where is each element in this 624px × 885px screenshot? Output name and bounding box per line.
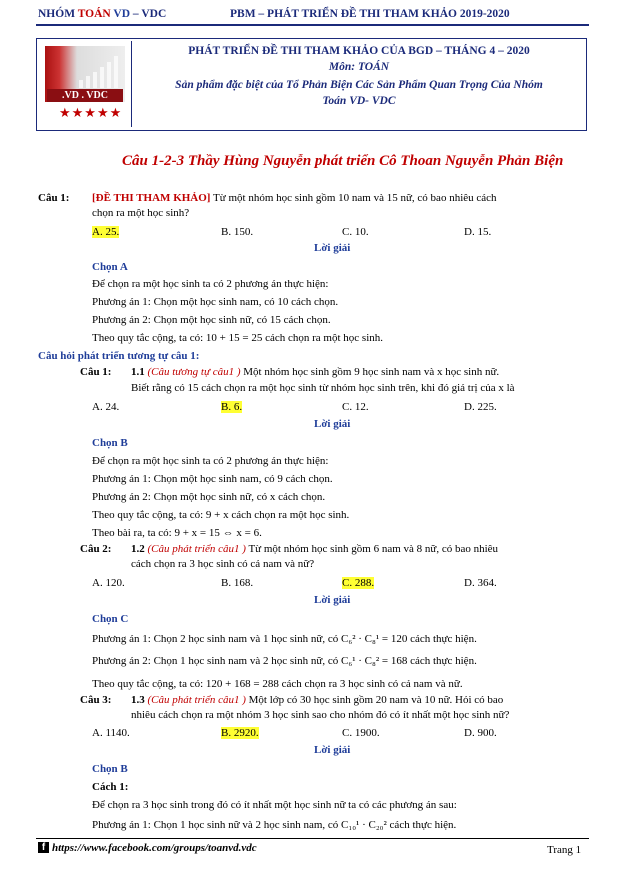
q12-text-line1 bbox=[131, 543, 498, 555]
q13-text1: Một lớp có 30 học sinh gồm 20 nam và 10 nữ. Hỏi có bao bbox=[245, 694, 504, 706]
q12-option-c-text: C. 288. bbox=[342, 577, 375, 589]
banner-description-line2: Toán VD- VDC bbox=[322, 95, 396, 107]
q11-step1: Để chọn ra một học sinh ta có 2 phương án thực hiện: bbox=[92, 455, 329, 467]
q1-step3: Phương án 2: Chọn một học sinh nữ, có 15 cách chọn. bbox=[92, 314, 331, 326]
section-title: Câu 1-2-3 Thầy Hùng Nguyễn phát triển Cô Thoan Nguyễn Phản Biện bbox=[122, 153, 564, 169]
q12-option-d: D. 364. bbox=[464, 577, 497, 589]
q13-tag: (Câu phát triển câu1 ) bbox=[147, 694, 246, 706]
q1-answer: Chọn A bbox=[92, 261, 128, 273]
q11-option-c: C. 12. bbox=[342, 401, 369, 413]
q1-step4: Theo quy tắc cộng, ta có: 10 + 15 = 25 cách chọn ra một học sinh. bbox=[92, 332, 383, 344]
q11-text-line2: Biết rằng có 15 cách chọn ra một học sinh từ nhóm học sinh trên, khi đó giá trị của x là bbox=[131, 382, 515, 394]
q11-step2: Phương án 1: Chọn một học sinh nam, có 9 cách chọn. bbox=[92, 473, 333, 485]
q11-text1: Một nhóm học sinh gồm 9 học sinh nam và x học sinh nữ. bbox=[240, 366, 500, 378]
q1-option-a-text: A. 25. bbox=[92, 226, 120, 238]
q1-text-line1 bbox=[92, 192, 497, 204]
q11-tag: (Câu tương tự câu1 ) bbox=[147, 366, 241, 378]
q12-num: 1.2 bbox=[131, 543, 145, 555]
q11-option-d: D. 225. bbox=[464, 401, 497, 413]
facebook-icon: f bbox=[38, 842, 49, 853]
q11-answer: Chọn B bbox=[92, 437, 128, 449]
footer-link[interactable]: https://www.facebook.com/groups/toanvd.vdc bbox=[52, 842, 257, 854]
header-group-toan: TOÁN bbox=[77, 8, 111, 20]
header-group-prefix: NHÓM bbox=[38, 8, 78, 20]
header-group-vd: VD bbox=[113, 8, 131, 20]
header-group-suffix: – VDC bbox=[130, 8, 167, 20]
q13-step2: Phương án 1: Chọn 1 học sinh nữ và 2 học sinh nam, có C₁₀¹ · C₂₀² cách thực hiện. bbox=[92, 819, 457, 831]
q11-option-b bbox=[221, 401, 242, 413]
q13-solution-heading: Lời giải bbox=[314, 744, 351, 756]
footer-divider bbox=[36, 838, 589, 839]
q13-option-a: A. 1140. bbox=[92, 727, 130, 739]
logo bbox=[39, 41, 132, 127]
q11-label: Câu 1: bbox=[80, 366, 112, 378]
banner-description-line1: Sản phẩm đặc biệt của Tổ Phản Biện Các Sản Phẩm Quan Trọng Của Nhóm bbox=[175, 79, 543, 91]
q12-tag: (Câu phát triển câu1 ) bbox=[147, 543, 246, 555]
q12-text-line2: cách chọn ra 3 học sinh có cả nam và nữ? bbox=[131, 558, 315, 570]
banner-subject: Môn: TOÁN bbox=[328, 61, 390, 73]
q11-step5: Theo bài ra, ta có: 9 + x = 15 ⇔ x = 6. bbox=[92, 527, 262, 539]
q12-step1: Phương án 1: Chọn 2 học sinh nam và 1 học sinh nữ, có C₆² · C₈¹ = 120 cách thực hiện. bbox=[92, 633, 477, 645]
banner-description bbox=[133, 77, 585, 109]
q12-answer: Chọn C bbox=[92, 613, 129, 625]
rating-stars: ★★★★★ bbox=[59, 105, 123, 120]
q11-step4: Theo quy tắc cộng, ta có: 9 + x cách chọn ra một học sinh. bbox=[92, 509, 350, 521]
q1-label: Câu 1: bbox=[38, 192, 70, 204]
banner-box bbox=[36, 38, 587, 131]
q1-text-line2: chọn ra một học sinh? bbox=[92, 207, 190, 219]
q12-option-a: A. 120. bbox=[92, 577, 125, 589]
header-divider bbox=[36, 24, 589, 26]
q13-option-b-text: B. 2920. bbox=[221, 727, 259, 739]
q13-option-b bbox=[221, 727, 259, 739]
q1-option-b: B. 150. bbox=[221, 226, 254, 238]
q13-text-line2: nhiêu cách chọn ra một nhóm 3 học sinh sao cho nhóm đó có ít nhất một học sinh nữ? bbox=[131, 709, 510, 721]
q13-option-c: C. 1900. bbox=[342, 727, 380, 739]
q12-option-c bbox=[342, 577, 374, 589]
banner-title: PHÁT TRIỂN ĐỀ THI THAM KHẢO CỦA BGD – THÁNG 4 – 2020 bbox=[188, 45, 530, 57]
q1-solution-heading: Lời giải bbox=[314, 242, 351, 254]
q12-step3: Theo quy tắc cộng, ta có: 120 + 168 = 288 cách chọn ra 3 học sinh có cả nam và nữ. bbox=[92, 678, 463, 690]
q13-step1: Để chọn ra 3 học sinh trong đó có ít nhất một học sinh nữ ta có các phương án sau: bbox=[92, 799, 457, 811]
q11-num: 1.1 bbox=[131, 366, 145, 378]
q13-label: Câu 3: bbox=[80, 694, 112, 706]
header-title: PBM – PHÁT TRIỂN ĐỀ THI THAM KHẢO 2019-2020 bbox=[230, 8, 510, 20]
q11-option-a: A. 24. bbox=[92, 401, 120, 413]
q12-solution-heading: Lời giải bbox=[314, 594, 351, 606]
q11-option-b-text: B. 6. bbox=[221, 401, 243, 413]
q1-step2: Phương án 1: Chọn một học sinh nam, có 10 cách chọn. bbox=[92, 296, 339, 308]
q12-label: Câu 2: bbox=[80, 543, 112, 555]
q13-method: Cách 1: bbox=[92, 781, 129, 793]
header-group bbox=[38, 8, 166, 20]
q12-step2: Phương án 2: Chọn 1 học sinh nam và 2 học sinh nữ, có C₆¹ · C₈² = 168 cách thực hiện. bbox=[92, 655, 477, 667]
q1-text1: Từ một nhóm học sinh gồm 10 nam và 15 nữ, có bao nhiêu cách bbox=[210, 192, 497, 204]
q11-solution-heading: Lời giải bbox=[314, 418, 351, 430]
bar-chart-icon bbox=[77, 54, 121, 88]
similar-heading: Câu hỏi phát triển tương tự câu 1: bbox=[38, 350, 200, 362]
logo-text: .VD . VDC bbox=[47, 89, 123, 102]
q13-num: 1.3 bbox=[131, 694, 145, 706]
q12-option-b: B. 168. bbox=[221, 577, 254, 589]
q13-answer: Chọn B bbox=[92, 763, 128, 775]
logo-image bbox=[45, 46, 125, 102]
page-number: Trang 1 bbox=[547, 844, 582, 856]
q13-text-line1 bbox=[131, 694, 503, 706]
q1-option-d: D. 15. bbox=[464, 226, 492, 238]
q1-step1: Để chọn ra một học sinh ta có 2 phương án thực hiện: bbox=[92, 278, 329, 290]
q13-option-d: D. 900. bbox=[464, 727, 497, 739]
q1-option-a bbox=[92, 226, 119, 238]
q1-tag: [ĐỀ THI THAM KHẢO] bbox=[92, 192, 211, 204]
q12-text1: Từ một nhóm học sinh gồm 6 nam và 8 nữ, có bao nhiêu bbox=[245, 543, 499, 555]
q1-option-c: C. 10. bbox=[342, 226, 369, 238]
q11-step3: Phương án 2: Chọn một học sinh nữ, có x cách chọn. bbox=[92, 491, 326, 503]
q11-text-line1 bbox=[131, 366, 499, 378]
